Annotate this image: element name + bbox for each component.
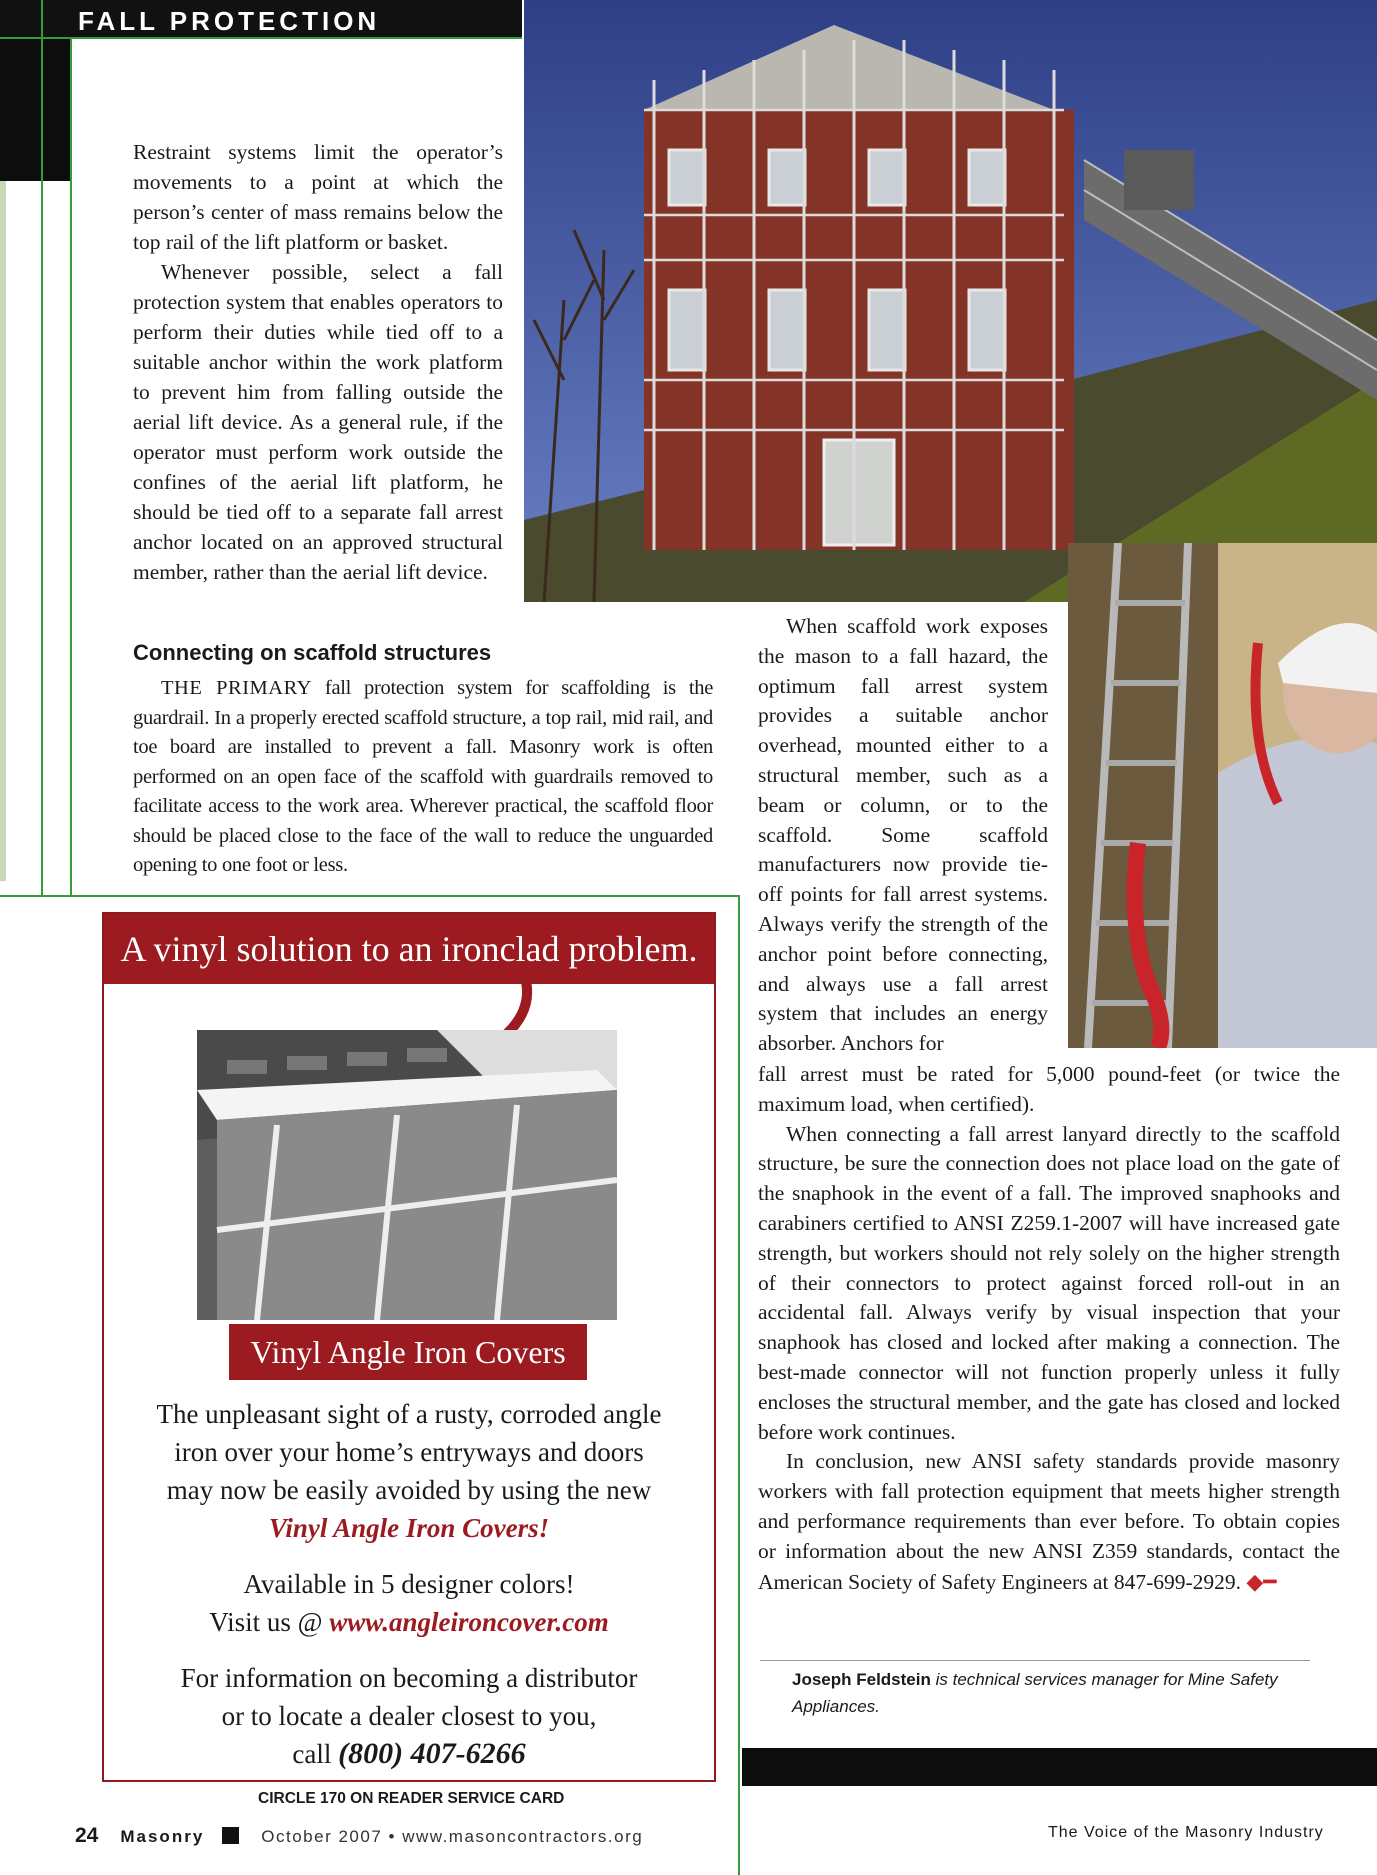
paragraph-snaphook: When connecting a fall arrest lanyard directly to the scaffold structure, be sure the connection does not place load on the gate of the snaphook in the event of a fall. The improved snaphooks and carabiners certified to ANSI Z259.1-2007 will have increased gate strength, but workers should not rely solely on the higher strength of their connectors to protect against forced roll-out in an accidental fall. Always verify by visual inspection that your snaphook has closed and locked after making a connection. The best-made connector will not function properly unless it fully encloses the structural member, and the gate has closed and locked before work continues.	[758, 1121, 1340, 1444]
ad-body-line-1: The unpleasant sight of a rusty, corroded angle	[156, 1399, 662, 1429]
ad-call-prefix: call	[292, 1739, 339, 1769]
paragraph-anchor-overhead: When scaffold work exposes the mason to a fall hazard, the optimum fall arrest system provides a suitable anchor overhead, mounted either to a structural member, such as a beam or column, or to the scaffold. Some scaffold manufacturers now provide tie-off points for fall arrest systems. Always verify the strength of the anchor point before connecting, and always use a fall arrest system that includes an energy absorber. Anchors for	[758, 614, 1048, 1056]
green-rule-right	[738, 895, 740, 1875]
ad-body-line-3: may now be easily avoided by using the new	[166, 1475, 652, 1505]
ad-visit-prefix: Visit us @	[209, 1607, 330, 1637]
author-name: Joseph Feldstein	[792, 1670, 931, 1689]
issue-date-site: October 2007 • www.masoncontractors.org	[261, 1827, 644, 1846]
paragraph-restraint: Restraint systems limit the operator’s movements to a point at which the person’s center of mass remains below the top rail of the lift platform or basket.	[133, 140, 503, 254]
square-bullet-icon	[222, 1827, 239, 1844]
paragraph-conclusion	[758, 1447, 1340, 1597]
scaffold-building-photo	[524, 0, 1377, 602]
vinyl-cover-advertisement	[102, 912, 716, 1782]
reader-service-note: CIRCLE 170 ON READER SERVICE CARD	[258, 1790, 565, 1807]
footer-tagline: The Voice of the Masonry Industry	[1048, 1824, 1324, 1841]
ad-call-line	[104, 1735, 714, 1773]
article-column-right-narrow	[758, 612, 1048, 1059]
ad-colors-line: Available in 5 designer colors!	[243, 1569, 575, 1599]
green-rule-left-inner	[70, 37, 72, 895]
section-title: FALL PROTECTION	[78, 6, 381, 36]
ad-body-product: Vinyl Angle Iron Covers!	[268, 1513, 550, 1543]
ad-phone: (800) 407-6266	[338, 1737, 526, 1770]
header-rule	[0, 37, 522, 39]
ad-product-name: Vinyl Angle Iron Covers	[229, 1324, 587, 1380]
page-number: 24	[75, 1824, 99, 1847]
footer-left	[75, 1824, 643, 1848]
conclusion-text: In conclusion, new ANSI safety standards provide masonry workers with fall protection equipment that meets higher strength and performance requirements than ever before. To obtain copies or information about the new ANSI Z359 standards, contact the American Society of Safety Engineers at 847-699-2929.	[758, 1449, 1340, 1594]
article-column-right-wide	[758, 1060, 1340, 1597]
ad-headline: A vinyl solution to an ironclad problem.	[104, 914, 714, 984]
author-bio	[792, 1666, 1312, 1720]
worker-ladder-photo	[1068, 543, 1377, 1048]
ad-dist-line-2: or to locate a dealer closest to you,	[221, 1701, 597, 1731]
ad-body-line-2: iron over your home’s entryways and doors	[174, 1437, 644, 1467]
ad-url-link[interactable]: www.angleironcover.com	[329, 1607, 609, 1637]
author-role: is technical services manager for Mine Safety Appliances.	[792, 1670, 1278, 1716]
ad-visit-line	[104, 1603, 714, 1641]
ad-dist-line-1: For information on becoming a distributor	[180, 1663, 638, 1693]
green-rule-left-outer	[41, 0, 43, 895]
paragraph-anchor-rating: fall arrest must be rated for 5,000 pound-feet (or twice the maximum load, when certified).	[758, 1062, 1340, 1116]
right-black-band	[742, 1748, 1377, 1786]
angle-iron-photo	[197, 1030, 617, 1320]
subheading-scaffold: Connecting on scaffold structures	[133, 640, 492, 665]
bio-rule	[760, 1660, 1310, 1661]
guardrail-body: fall protection system for scaffolding is the guardrail. In a properly erected scaffold structure, a top rail, mid rail, and toe board are installed to prevent a fall. Masonry work is often performed on an open face of the scaffold with guardrails removed to facilitate access to the work area. Wherever practical, the scaffold floor should be placed close to the face of the wall to reduce the unguarded opening to one foot or less.	[133, 677, 713, 876]
end-mark-icon: ◆━	[1246, 1568, 1277, 1594]
paragraph-guardrail	[133, 674, 713, 881]
lead-in: THE PRIMARY	[161, 677, 312, 699]
green-rule-mid	[0, 895, 740, 897]
paragraph-select-system: Whenever possible, select a fall protection system that enables operators to perform their duties while tied off to a suitable anchor within the work platform to prevent him from falling outside the aerial lift device. As a general rule, if the operator must perform work outside the confines of the aerial lift platform, he should be tied off to a separate fall arrest anchor located on an approved structural member, rather than the aerial lift device.	[133, 260, 503, 584]
left-margin-block	[0, 39, 70, 181]
article-column-left	[133, 137, 503, 587]
magazine-name: Masonry	[120, 1827, 205, 1846]
left-margin-tint	[0, 181, 6, 881]
